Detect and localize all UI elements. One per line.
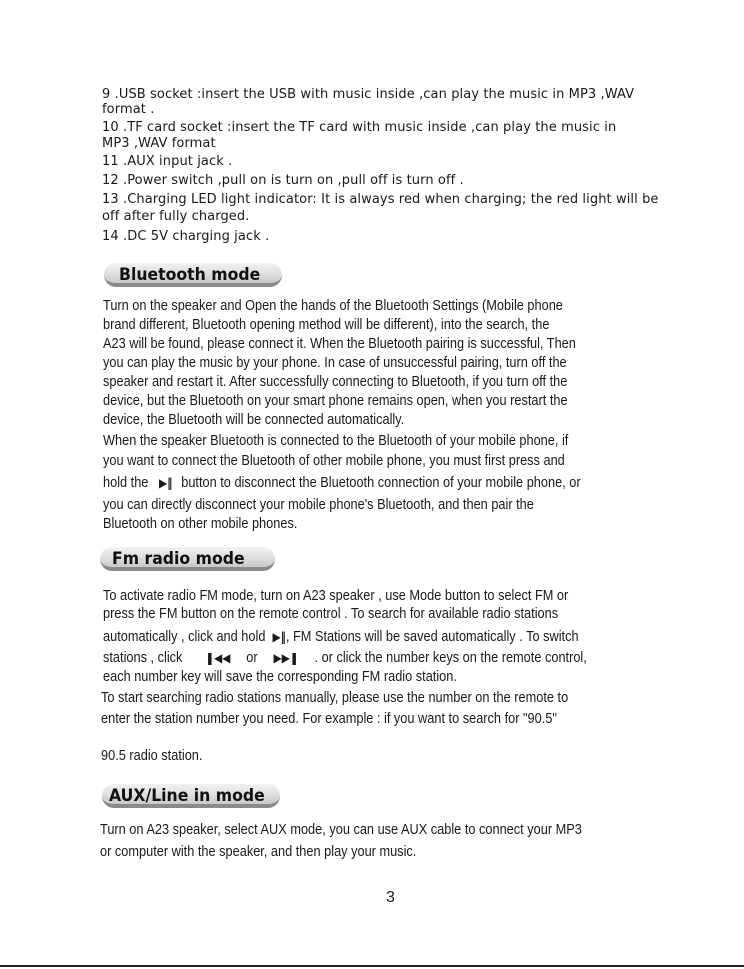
fm-hold-line [103,629,579,645]
spec-line: 11 .AUX input jack . [102,154,233,169]
bluetooth-line: you can play the music by your phone. In case of unsuccessful pairing, turn off the [103,355,567,371]
spec-line: format . [102,102,155,117]
previous-track-icon: ❚◀◀ [205,651,231,665]
spec-line: off after fully charged. [102,209,250,224]
spec-line: 12 .Power switch ,pull on is turn on ,pull off is turn off . [102,173,464,188]
fm-switch-pre-text: stations , click [103,650,183,666]
page-number: 3 [386,889,395,906]
aux-line: Turn on A23 speaker, select AUX mode, you can use AUX cable to connect your MP3 [100,822,582,838]
bluetooth-line: Bluetooth on other mobile phones. [103,516,298,532]
fm-hold-pre-text: automatically , click and hold [103,629,266,645]
aux-heading: AUX/Line in mode [109,786,265,805]
bluetooth-line: brand different, Bluetooth opening method will be different), into the search, the [103,317,550,333]
fm-switch-line [103,650,587,666]
spec-line: 10 .TF card socket :insert the TF card with music inside ,can play the music in [102,120,617,135]
bluetooth-line: A23 will be found, please connect it. When the Bluetooth pairing is successful, Then [103,336,576,352]
bluetooth-line: device, but the Bluetooth on your smart phone remains open, when you restart the [103,393,568,409]
play-pause-icon: ▶‖ [159,476,173,490]
hold-pre-text: hold the [103,475,149,491]
fm-line: each number key will save the corresponding FM radio station. [103,669,457,685]
fm-line: To start searching radio stations manually, please use the number on the remote to [101,690,569,706]
bluetooth-line: Turn on the speaker and Open the hands of the Bluetooth Settings (Mobile phone [103,298,563,314]
fm-final-line: 90.5 radio station. [101,748,203,764]
play-pause-icon: ▶‖ [272,630,286,644]
bluetooth-line: device, the Bluetooth will be connected automatically. [103,412,405,428]
hold-post-text: button to disconnect the Bluetooth connection of your mobile phone, or [181,475,581,491]
bottom-rule [0,965,744,967]
fm-heading: Fm radio mode [112,549,245,568]
fm-switch-post-text: . or click the number keys on the remote control, [314,650,587,666]
bluetooth-line: you want to connect the Bluetooth of other mobile phone, you must first press and [103,453,565,469]
fm-line: To activate radio FM mode, turn on A23 speaker , use Mode button to select FM or [103,588,569,604]
spec-line: 9 .USB socket :insert the USB with music inside ,can play the music in MP3 ,WAV [102,87,635,102]
bluetooth-hold-line [103,475,581,491]
next-track-icon: ▶▶❚ [273,651,299,665]
spec-line: 13 .Charging LED light indicator: It is always red when charging; the red light will be [102,192,659,207]
aux-line: or computer with the speaker, and then play your music. [100,844,417,860]
bluetooth-line: you can directly disconnect your mobile phone's Bluetooth, and then pair the [103,497,534,513]
fm-line: enter the station number you need. For example : if you want to search for "90.5" [101,711,557,727]
fm-hold-post-text: , FM Stations will be saved automatically . To switch [285,629,579,645]
fm-or-text: or [246,650,258,666]
bluetooth-line: When the speaker Bluetooth is connected to the Bluetooth of your mobile phone, if [103,433,569,449]
spec-line: 14 .DC 5V charging jack . [102,229,270,244]
spec-line: MP3 ,WAV format [102,136,216,151]
bluetooth-line: speaker and restart it. After successfully connecting to Bluetooth, if you turn off the [103,374,568,390]
fm-line: press the FM button on the remote control . To search for available radio stations [103,606,559,622]
bluetooth-heading: Bluetooth mode [119,265,261,284]
